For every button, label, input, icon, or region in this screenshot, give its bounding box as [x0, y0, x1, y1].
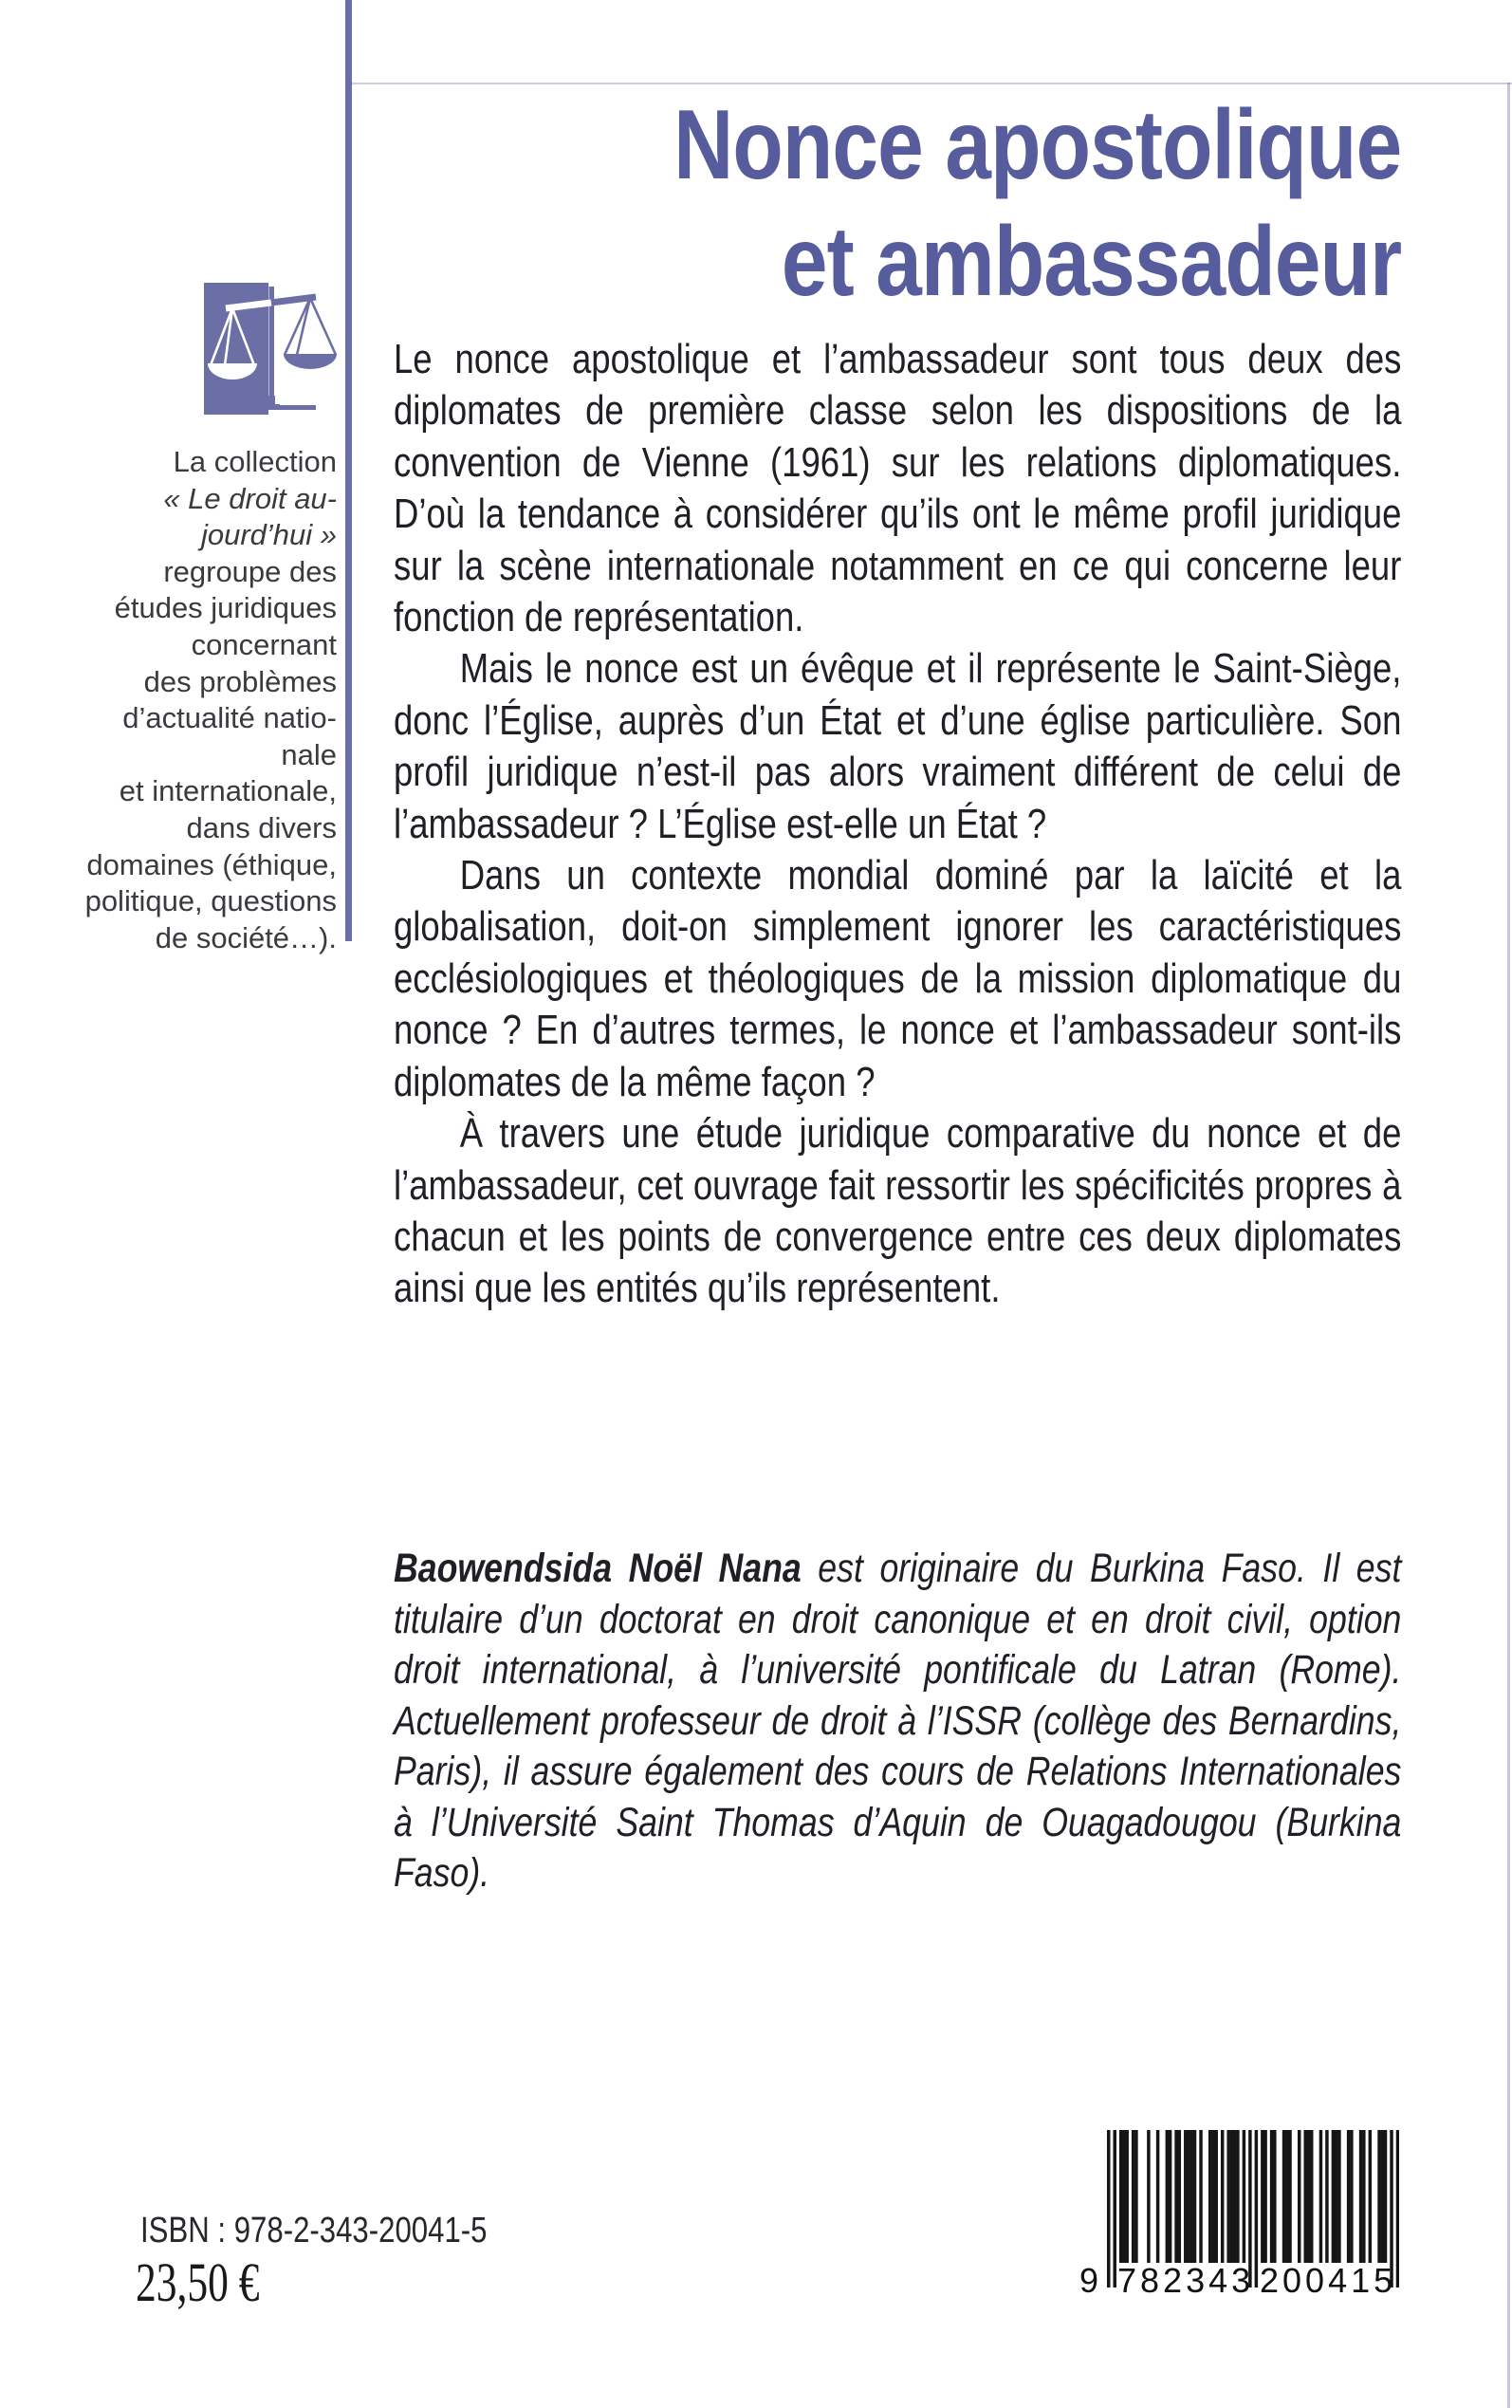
- book-title-line2: et ambassadeur: [781, 207, 1401, 317]
- scales-of-justice-logo-icon: [204, 283, 340, 416]
- top-edge-rule: [352, 83, 1512, 84]
- right-edge-rule: [1507, 83, 1510, 2408]
- collection-note-line: politique, questions: [84, 884, 337, 918]
- collection-note: [52, 444, 337, 956]
- collection-note-line: La collection: [173, 445, 337, 478]
- barcode-first-digit: 9: [1079, 2261, 1098, 2300]
- collection-note-line: de société…).: [155, 920, 337, 954]
- collection-note-line: jourd’hui »: [200, 518, 337, 552]
- barcode-right-digits: 200415: [1260, 2261, 1397, 2300]
- synopsis: [394, 334, 1401, 1315]
- synopsis-paragraph: Mais le nonce est un évêque et il représente le Saint-Siège, donc l’Église, auprès d’un État et d’une église particulière. Son profil juridique n’est-il pas alors vraiment différent de celui de l’ambassadeur ? L’Église est-elle un État ?: [394, 645, 1402, 847]
- barcode-left-digits: 782343: [1117, 2261, 1255, 2300]
- author-bio: [394, 1544, 1401, 1899]
- vertical-divider-rule: [345, 0, 352, 941]
- collection-note-line: et internationale,: [119, 774, 337, 808]
- collection-note-line: des problèmes: [143, 664, 337, 698]
- isbn-label: ISBN : 978-2-343-20041-5: [140, 2211, 488, 2251]
- collection-note-line: d’actualité natio-: [122, 701, 337, 735]
- collection-note-line: dans divers: [186, 810, 337, 844]
- book-title: [673, 87, 1401, 321]
- collection-note-line: concernant: [191, 627, 337, 661]
- collection-note-line: « Le droit au-: [163, 481, 337, 515]
- synopsis-paragraph: Dans un contexte mondial dominé par la laïcité et la globalisation, doit-on simplement ignorer les caractéristiques ecclésiologiques et théologiques de la mission diplomatique du nonce ? En d’autres termes, le nonce et l’ambassadeur sont-ils diplomates de la même façon ?: [394, 852, 1402, 1105]
- collection-note-line: études juridiques: [114, 591, 337, 625]
- price-label: 23,50 €: [136, 2251, 260, 2313]
- collection-note-line: domaines (éthique,: [86, 847, 337, 881]
- author-name: Baowendsida Noël Nana: [394, 1546, 802, 1591]
- collection-note-line: regroupe des: [163, 554, 337, 588]
- book-title-line1: Nonce apostolique: [673, 90, 1401, 200]
- synopsis-paragraph: Le nonce apostolique et l’ambassadeur sont tous deux des diplomates de première classe selon les dispositions de la convention de Vienne (1961) sur les relations diplomatiques. D’où la tendance à considérer qu’ils ont le même profil juridique sur la scène internationale notamment en ce qui concerne leur fonction de représentation.: [394, 336, 1402, 641]
- collection-note-line: nale: [281, 737, 337, 771]
- synopsis-paragraph: À travers une étude juridique comparative du nonce et de l’ambassadeur, cet ouvrage fait ressortir les spécificités propres à chacun et les points de convergence entre ces deux diplomates ainsi que les entités qu’ils représentent.: [394, 1110, 1402, 1312]
- author-bio-text: est originaire du Burkina Faso. Il est titulaire d’un doctorat en droit canonique et en droit civil, option droit international, à l’université pontificale du Latran (Rome). Actuellement professeur de droit à l’ISSR (collège des Bernardins, Paris), il assure également des cours de Relations Internationales à l’Université Saint Thomas d’Aquin de Ouagadougou (Burkina Faso).: [394, 1546, 1402, 1896]
